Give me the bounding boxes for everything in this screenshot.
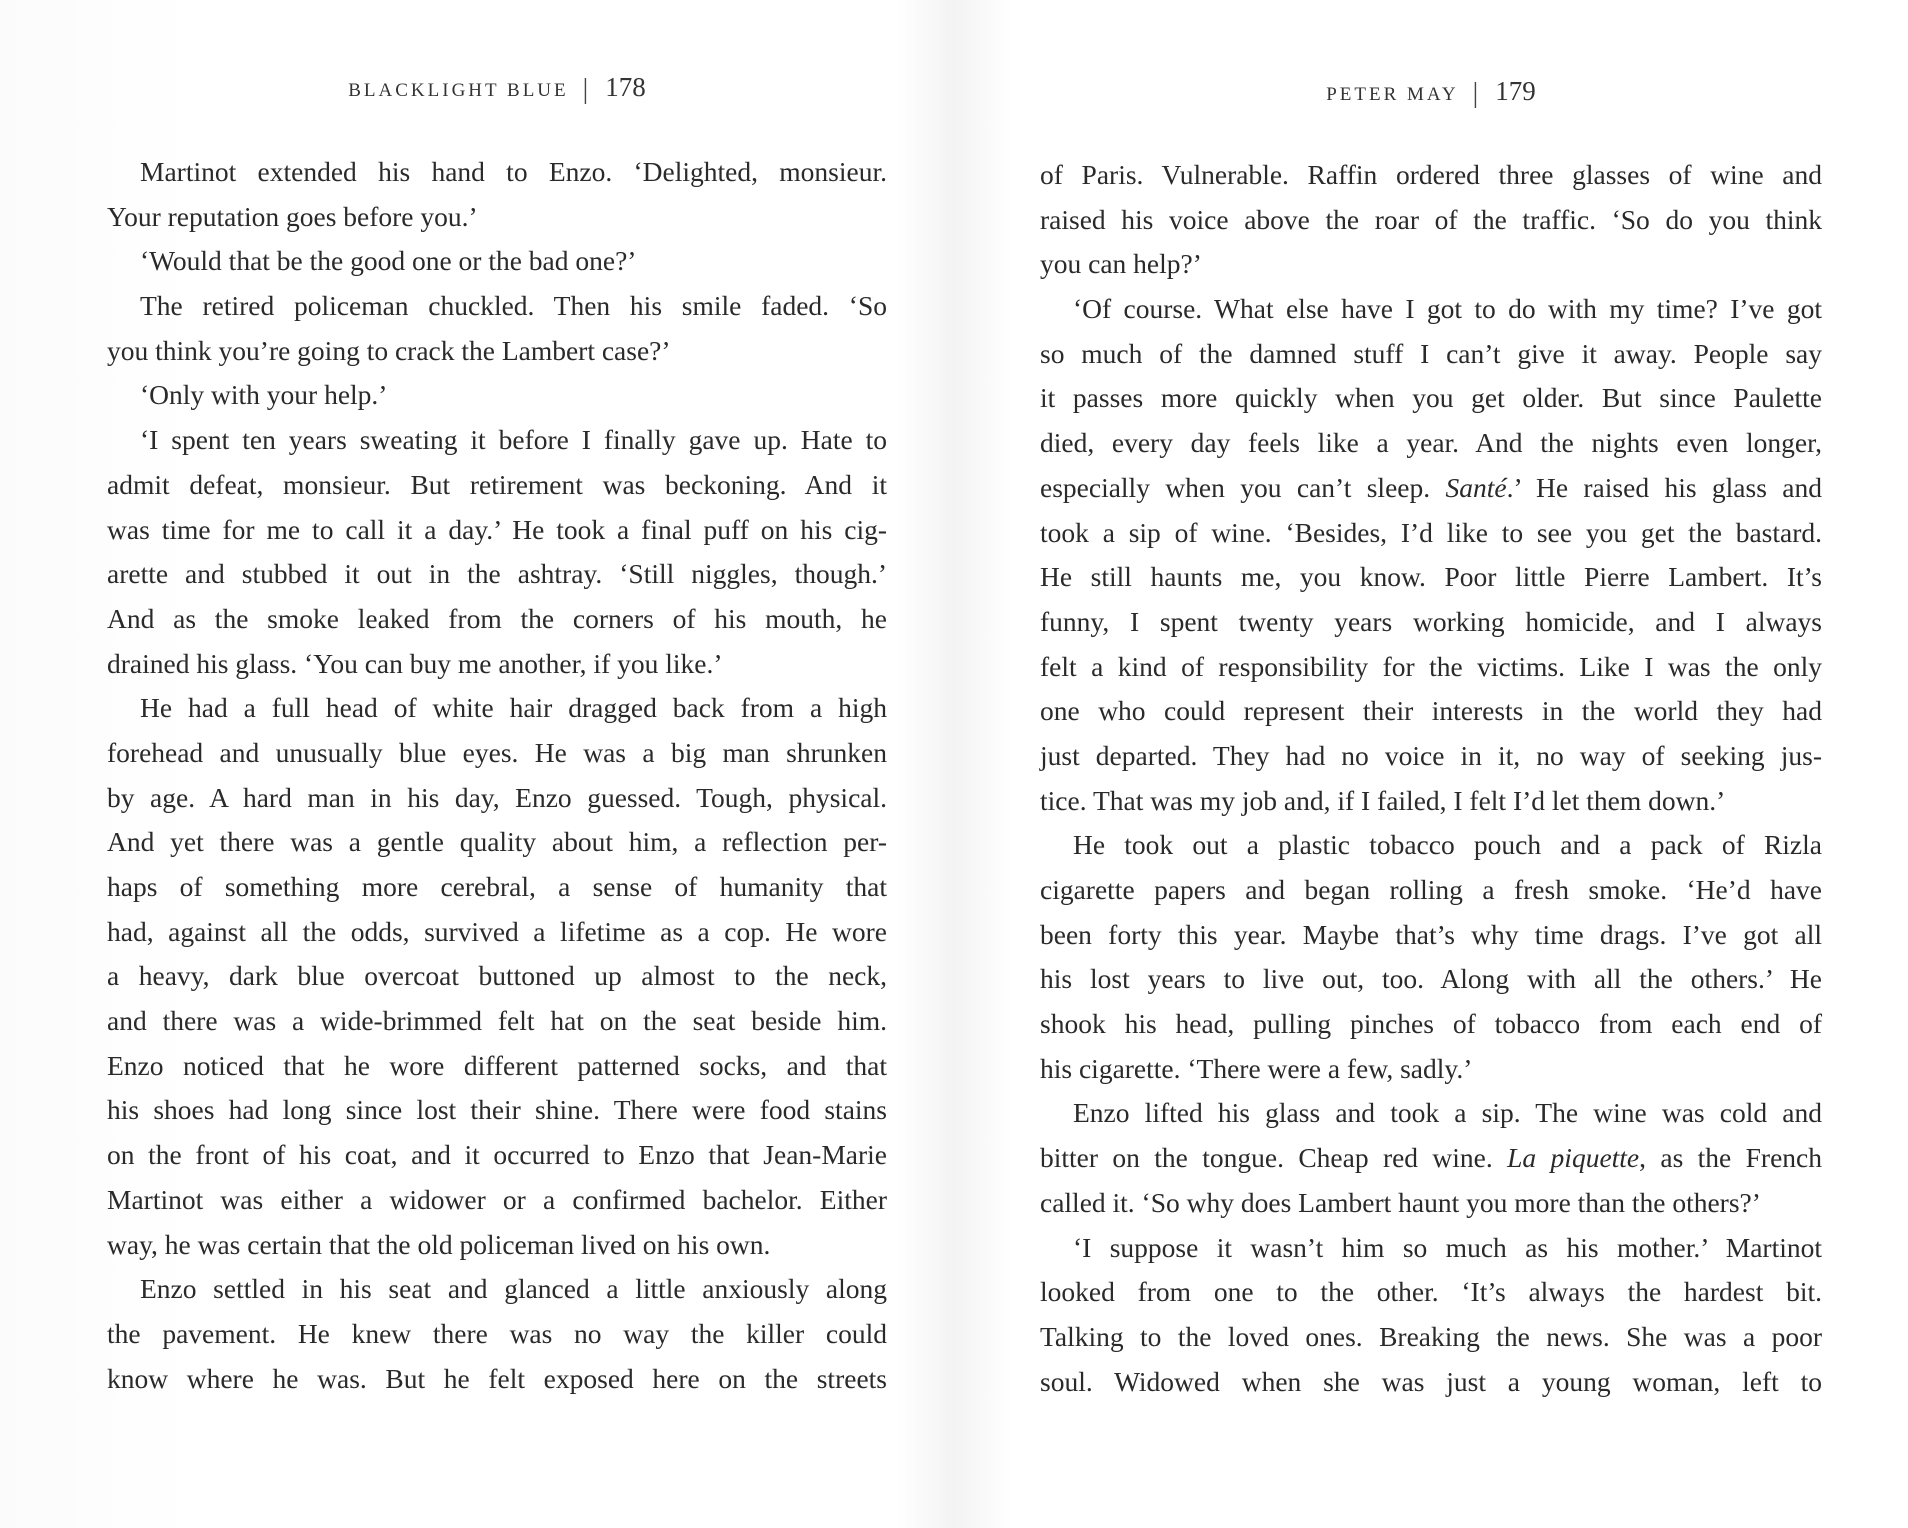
text-line: Enzo settled in his seat and glanced a little anxiously along xyxy=(140,1273,887,1305)
text-line: took a sip of wine. ‘Besides, I’d like to see you get the bastard. xyxy=(1040,516,1822,548)
text-line: just departed. They had no voice in it, no way of seeking jus- xyxy=(1040,739,1822,771)
text-line: Your reputation goes before you.’ xyxy=(107,200,478,232)
text-line: And yet there was a gentle quality about him, a reflection per- xyxy=(107,826,887,858)
right-running-head xyxy=(1040,76,1822,108)
right-body-text xyxy=(1040,153,1822,1404)
text-line: his shoes had long since lost their shine. There were food stains xyxy=(107,1094,887,1126)
left-running-head xyxy=(107,72,887,104)
text-line: He still haunts me, you know. Poor little Pierre Lambert. It’s xyxy=(1040,561,1822,593)
text-line: ‘Only with your help.’ xyxy=(140,379,388,411)
text-line: soul. Widowed when she was just a young woman, left to xyxy=(1040,1365,1822,1397)
text-line: way, he was certain that the old policeman lived on his own. xyxy=(107,1228,771,1260)
text-line xyxy=(1040,466,1822,511)
right-header-separator: | xyxy=(1472,78,1482,109)
text-line: so much of the damned stuff I can’t give it away. People say xyxy=(1040,337,1822,369)
italic-phrase: Santé xyxy=(1445,471,1507,503)
text-line: had, against all the odds, survived a lifetime as a cop. He wore xyxy=(107,915,887,947)
text-line: of Paris. Vulnerable. Raffin ordered three glasses of wine and xyxy=(1040,159,1822,190)
right-author-name: PETER MAY xyxy=(1326,84,1459,105)
text-line: it passes more quickly when you get older. But since Paulette xyxy=(1040,382,1822,414)
text-line: funny, I spent twenty years working homicide, and I always xyxy=(1040,605,1822,637)
text-line: forehead and unusually blue eyes. He was a big man shrunken xyxy=(107,736,887,768)
text-line: tice. That was my job and, if I failed, I felt I’d let them down.’ xyxy=(1040,784,1726,816)
text-line: He took out a plastic tobacco pouch and a pack of Rizla xyxy=(1073,829,1822,861)
text-line: his cigarette. ‘There were a few, sadly.’ xyxy=(1040,1052,1473,1084)
text-line: his lost years to live out, too. Along with all the others.’ He xyxy=(1040,963,1822,995)
text-line: called it. ‘So why does Lambert haunt you more than the others?’ xyxy=(1040,1186,1761,1218)
text-line: Enzo noticed that he wore different patterned socks, and that xyxy=(107,1049,887,1081)
text-line: arette and stubbed it out in the ashtray. ‘Still niggles, though.’ xyxy=(107,558,887,590)
text-line: cigarette papers and began rolling a fresh smoke. ‘He’d have xyxy=(1040,874,1822,905)
left-page xyxy=(107,0,887,1528)
left-page-number: 178 xyxy=(605,72,646,102)
text-line: the pavement. He knew there was no way the killer could xyxy=(107,1317,887,1349)
text-segment: , as the French xyxy=(1639,1142,1822,1174)
text-line: The retired policeman chuckled. Then his smile faded. ‘So xyxy=(140,290,887,322)
text-line: admit defeat, monsieur. But retirement was beckoning. And it xyxy=(107,468,887,500)
text-segment: .’ He raised his glass and xyxy=(1506,471,1822,503)
text-segment: especially when you can’t sleep. xyxy=(1040,471,1446,503)
text-line: know where he was. But he felt exposed here on the streets xyxy=(107,1362,887,1394)
text-line: Martinot extended his hand to Enzo. ‘Delighted, monsieur. xyxy=(140,156,887,187)
text-line: He had a full head of white hair dragged back from a high xyxy=(140,692,887,724)
text-line: Martinot was either a widower or a confirmed bachelor. Either xyxy=(107,1183,887,1215)
text-line: ‘Would that be the good one or the bad one?’ xyxy=(140,245,637,277)
text-line: ‘Of course. What else have I got to do with my time? I’ve got xyxy=(1073,293,1822,325)
text-line xyxy=(1040,1136,1822,1181)
text-line: one who could represent their interests in the world they had xyxy=(1040,695,1822,727)
left-book-title: BLACKLIGHT BLUE xyxy=(348,80,569,101)
text-line: died, every day feels like a year. And the nights even longer, xyxy=(1040,427,1822,459)
text-line: by age. A hard man in his day, Enzo guessed. Tough, physical. xyxy=(107,781,887,813)
text-line: Talking to the loved ones. Breaking the news. She was a poor xyxy=(1040,1320,1822,1352)
text-line: you think you’re going to crack the Lambert case?’ xyxy=(107,334,671,366)
text-line: and there was a wide-brimmed felt hat on the seat beside him. xyxy=(107,1005,887,1037)
text-line: on the front of his coat, and it occurred to Enzo that Jean-Marie xyxy=(107,1139,887,1171)
text-line: raised his voice above the roar of the traffic. ‘So do you think xyxy=(1040,203,1822,235)
text-segment: bitter on the tongue. Cheap red wine. xyxy=(1040,1142,1508,1174)
right-page-number: 179 xyxy=(1495,76,1536,106)
text-line: Enzo lifted his glass and took a sip. The wine was cold and xyxy=(1073,1097,1822,1129)
text-line: shook his head, pulling pinches of tobacco from each end of xyxy=(1040,1008,1822,1040)
left-body-text xyxy=(107,150,887,1401)
text-line: And as the smoke leaked from the corners of his mouth, he xyxy=(107,602,887,634)
text-line: was time for me to call it a day.’ He took a final puff on his cig- xyxy=(107,513,887,545)
text-line: looked from one to the other. ‘It’s always the hardest bit. xyxy=(1040,1276,1822,1308)
text-line: been forty this year. Maybe that’s why time drags. I’ve got all xyxy=(1040,918,1822,950)
text-line: drained his glass. ‘You can buy me another, if you like.’ xyxy=(107,647,723,679)
text-line: you can help?’ xyxy=(1040,248,1202,280)
text-line: a heavy, dark blue overcoat buttoned up almost to the neck, xyxy=(107,960,887,992)
italic-phrase: La piquette xyxy=(1507,1142,1640,1174)
text-line: felt a kind of responsibility for the victims. Like I was the only xyxy=(1040,650,1822,682)
right-page xyxy=(1040,0,1822,1528)
text-line: haps of something more cerebral, a sense of humanity that xyxy=(107,871,887,902)
left-header-separator: | xyxy=(582,74,592,105)
text-line: ‘I spent ten years sweating it before I finally gave up. Hate to xyxy=(140,424,887,456)
text-line: ‘I suppose it wasn’t him so much as his mother.’ Martinot xyxy=(1073,1231,1822,1263)
